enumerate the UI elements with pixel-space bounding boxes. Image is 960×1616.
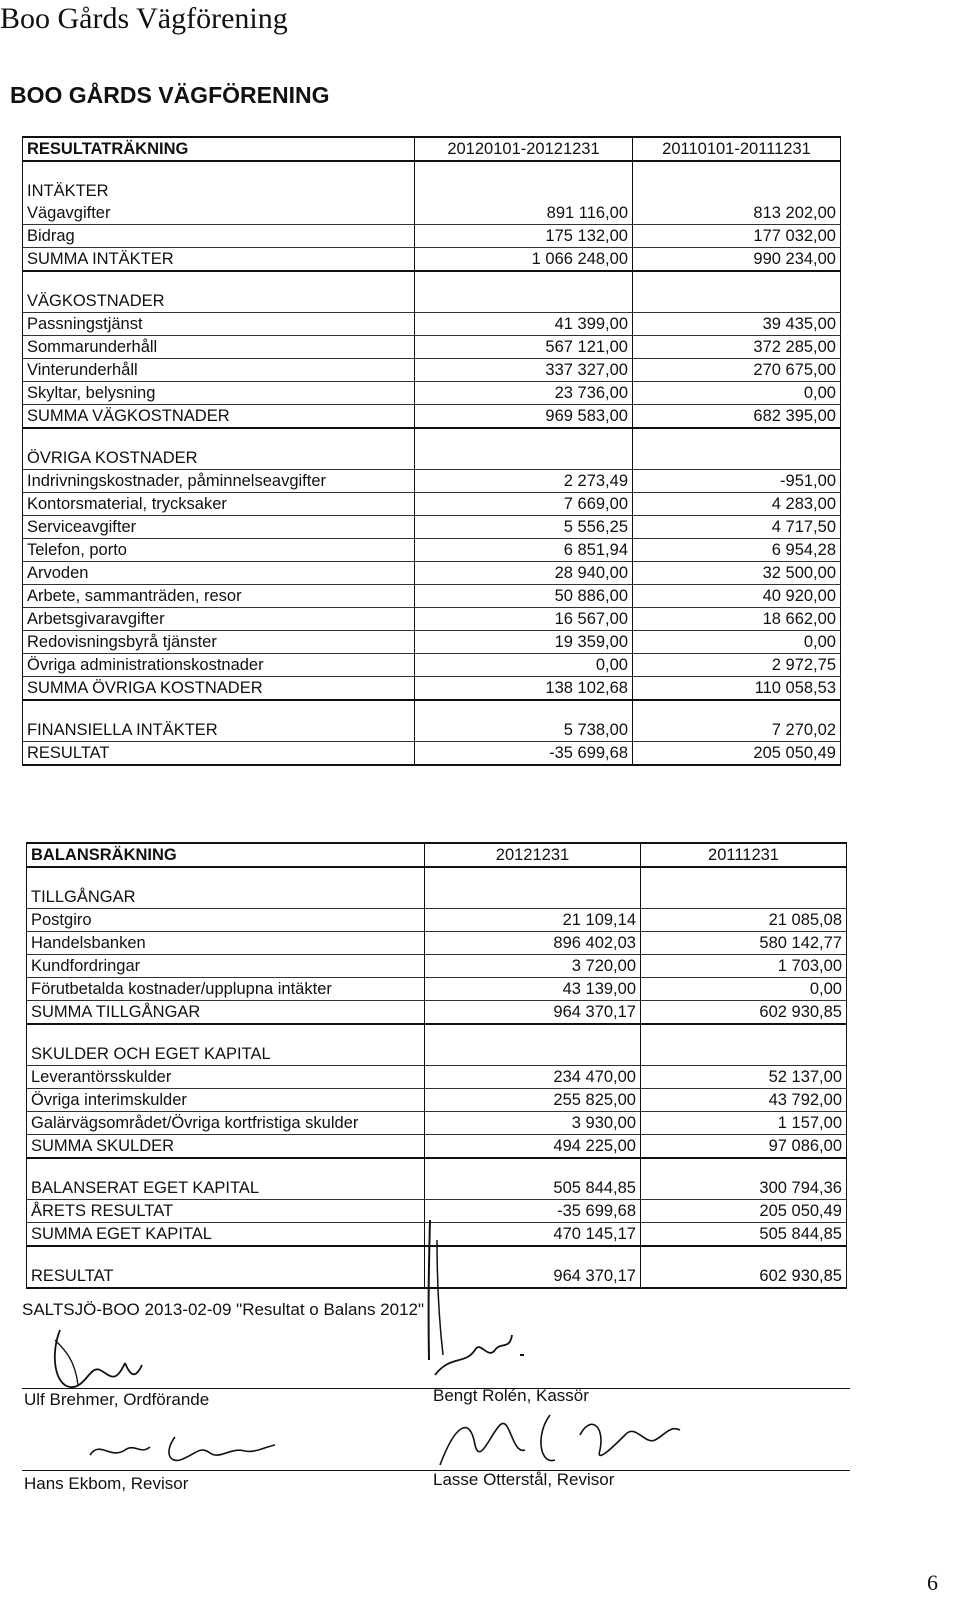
value-previous [641, 1246, 847, 1265]
sum-row [23, 405, 841, 429]
value-previous: 177 032,00 [633, 225, 841, 248]
value-previous: 813 202,00 [633, 202, 841, 225]
row-label: SUMMA EGET KAPITAL [27, 1223, 425, 1247]
row-label: Övriga interimskulder [27, 1089, 425, 1112]
value-previous: 21 085,08 [641, 909, 847, 932]
value-previous: 1 703,00 [641, 955, 847, 978]
row-label: Arbete, sammanträden, resor [23, 585, 415, 608]
spacer-row [27, 1158, 847, 1177]
value-current [425, 1158, 641, 1177]
row-label: Arvoden [23, 562, 415, 585]
row-label [27, 1246, 425, 1265]
table-row [27, 1089, 847, 1112]
signatory-cashier: Bengt Rolén, Kassör [433, 1386, 589, 1405]
sum-row [23, 742, 841, 766]
value-current: 1 066 248,00 [415, 248, 633, 272]
signature-hans-ekbom [80, 1425, 280, 1475]
row-label: Postgiro [27, 909, 425, 932]
value-previous [633, 180, 841, 202]
org-title: BOO GÅRDS VÄGFÖRENING [10, 82, 330, 108]
row-label: Sommarunderhåll [23, 336, 415, 359]
value-current: 43 139,00 [425, 978, 641, 1001]
value-current [415, 180, 633, 202]
value-previous: 205 050,49 [641, 1200, 847, 1223]
value-current [415, 271, 633, 290]
page-number: 6 [927, 1570, 938, 1595]
value-previous: 0,00 [633, 382, 841, 405]
table-row [23, 359, 841, 382]
date-current-header: 20121231 [425, 843, 641, 867]
value-previous [641, 886, 847, 909]
row-label: Bidrag [23, 225, 415, 248]
value-previous [641, 1024, 847, 1043]
value-current: 41 399,00 [415, 313, 633, 336]
spacer-row [23, 161, 841, 180]
value-previous [633, 271, 841, 290]
value-current: 50 886,00 [415, 585, 633, 608]
value-current: 234 470,00 [425, 1066, 641, 1089]
row-label: TILLGÅNGAR [27, 886, 425, 909]
value-previous: 580 142,77 [641, 932, 847, 955]
value-current [425, 886, 641, 909]
value-previous: 270 675,00 [633, 359, 841, 382]
value-current: -35 699,68 [425, 1200, 641, 1223]
value-current: 175 132,00 [415, 225, 633, 248]
value-previous: 0,00 [641, 978, 847, 1001]
row-label: Övriga administrationskostnader [23, 654, 415, 677]
value-current: 16 567,00 [415, 608, 633, 631]
value-previous: 4 717,50 [633, 516, 841, 539]
value-previous: 1 157,00 [641, 1112, 847, 1135]
table-row [23, 382, 841, 405]
table-row [23, 313, 841, 336]
value-current: 6 851,94 [415, 539, 633, 562]
value-previous: 97 086,00 [641, 1135, 847, 1159]
sum-row [27, 1135, 847, 1159]
row-label: BALANSERAT EGET KAPITAL [27, 1177, 425, 1200]
value-previous: 52 137,00 [641, 1066, 847, 1089]
spacer-row [23, 700, 841, 719]
signatory-auditor-1: Hans Ekbom, Revisor [24, 1474, 189, 1493]
value-current: 567 121,00 [415, 336, 633, 359]
row-label [27, 1158, 425, 1177]
value-current [415, 447, 633, 470]
row-label: Skyltar, belysning [23, 382, 415, 405]
signatory-chair: Ulf Brehmer, Ordförande [24, 1390, 210, 1409]
row-label: SUMMA VÄGKOSTNADER [23, 405, 415, 429]
value-previous [633, 447, 841, 470]
signing-note: SALTSJÖ-BOO 2013-02-09 "Resultat o Balans 2012" [22, 1300, 425, 1319]
value-previous: 990 234,00 [633, 248, 841, 272]
row-label: Galärvägsområdet/Övriga kortfristiga skulder [27, 1112, 425, 1135]
row-label: Passningstjänst [23, 313, 415, 336]
row-label: Vinterunderhåll [23, 359, 415, 382]
value-previous: -951,00 [633, 470, 841, 493]
value-current: 5 738,00 [415, 719, 633, 742]
table-row [23, 539, 841, 562]
table-row [27, 1112, 847, 1135]
row-label: Indrivningskostnader, påminnelseavgifter [23, 470, 415, 493]
row-label: Kundfordringar [27, 955, 425, 978]
balance-sheet-title: BALANSRÄKNING [27, 843, 425, 867]
table-row [23, 225, 841, 248]
table-row [23, 608, 841, 631]
spacer-row [23, 271, 841, 290]
table-row [23, 585, 841, 608]
value-current: 5 556,25 [415, 516, 633, 539]
value-previous: 43 792,00 [641, 1089, 847, 1112]
row-label: Telefon, porto [23, 539, 415, 562]
signature-ulf-brehmer [30, 1325, 150, 1395]
value-current [415, 700, 633, 719]
table-row [27, 1066, 847, 1089]
value-previous [641, 1158, 847, 1177]
table-row [27, 978, 847, 1001]
spacer-row [27, 867, 847, 886]
value-current: 337 327,00 [415, 359, 633, 382]
value-current: 891 116,00 [415, 202, 633, 225]
value-previous: 18 662,00 [633, 608, 841, 631]
value-previous [633, 161, 841, 180]
value-previous: 682 395,00 [633, 405, 841, 429]
row-label: RESULTAT [23, 742, 415, 766]
value-current: 969 583,00 [415, 405, 633, 429]
table-row [27, 909, 847, 932]
sum-row [23, 248, 841, 272]
row-label: Serviceavgifter [23, 516, 415, 539]
row-label [23, 161, 415, 180]
value-previous: 205 050,49 [633, 742, 841, 766]
sum-row [23, 677, 841, 701]
value-current: 2 273,49 [415, 470, 633, 493]
value-previous [641, 867, 847, 886]
row-label: ÅRETS RESULTAT [27, 1200, 425, 1223]
value-current [425, 867, 641, 886]
table-row [27, 932, 847, 955]
value-current: 494 225,00 [425, 1135, 641, 1159]
row-label: Redovisningsbyrå tjänster [23, 631, 415, 654]
value-previous: 2 972,75 [633, 654, 841, 677]
period-current-header: 20120101-20121231 [415, 137, 633, 161]
row-label: SKULDER OCH EGET KAPITAL [27, 1043, 425, 1066]
row-label: SUMMA SKULDER [27, 1135, 425, 1159]
value-current [425, 1043, 641, 1066]
spacer-row [27, 1024, 847, 1043]
table-row [23, 631, 841, 654]
value-previous: 4 283,00 [633, 493, 841, 516]
income-statement-title: RESULTATRÄKNING [23, 137, 415, 161]
table-row [27, 1043, 847, 1066]
row-label: SUMMA INTÄKTER [23, 248, 415, 272]
row-label: FINANSIELLA INTÄKTER [23, 719, 415, 742]
value-previous: 602 930,85 [641, 1265, 847, 1288]
value-previous: 602 930,85 [641, 1001, 847, 1025]
value-previous: 110 058,53 [633, 677, 841, 701]
value-current: 896 402,03 [425, 932, 641, 955]
row-label: Vägavgifter [23, 202, 415, 225]
value-previous: 40 920,00 [633, 585, 841, 608]
value-previous: 39 435,00 [633, 313, 841, 336]
table-row [27, 955, 847, 978]
table-row [23, 654, 841, 677]
value-current: 19 359,00 [415, 631, 633, 654]
row-label: ÖVRIGA KOSTNADER [23, 447, 415, 470]
table-row [23, 470, 841, 493]
row-label: VÄGKOSTNADER [23, 290, 415, 313]
value-previous [633, 290, 841, 313]
value-current: 7 669,00 [415, 493, 633, 516]
value-previous [633, 428, 841, 447]
row-label [27, 867, 425, 886]
value-previous: 7 270,02 [633, 719, 841, 742]
value-previous: 32 500,00 [633, 562, 841, 585]
row-label: SUMMA TILLGÅNGAR [27, 1001, 425, 1025]
value-current: -35 699,68 [415, 742, 633, 766]
value-current: 3 930,00 [425, 1112, 641, 1135]
signatory-auditor-2: Lasse Otterstål, Revisor [433, 1470, 615, 1489]
row-label: RESULTAT [27, 1265, 425, 1288]
table-row [23, 180, 841, 202]
value-current: 964 370,17 [425, 1265, 641, 1288]
row-label: SUMMA ÖVRIGA KOSTNADER [23, 677, 415, 701]
table-row [23, 493, 841, 516]
row-label: INTÄKTER [23, 180, 415, 202]
row-label: Handelsbanken [27, 932, 425, 955]
value-previous: 300 794,36 [641, 1177, 847, 1200]
table-row [23, 290, 841, 313]
date-previous-header: 20111231 [641, 843, 847, 867]
value-current: 21 109,14 [425, 909, 641, 932]
table-row [27, 886, 847, 909]
value-current: 505 844,85 [425, 1177, 641, 1200]
value-current [415, 161, 633, 180]
value-current [415, 428, 633, 447]
period-previous-header: 20110101-20111231 [633, 137, 841, 161]
value-current [425, 1024, 641, 1043]
value-previous: 6 954,28 [633, 539, 841, 562]
value-current: 23 736,00 [415, 382, 633, 405]
table-row [23, 202, 841, 225]
row-label: Kontorsmaterial, trycksaker [23, 493, 415, 516]
value-current [415, 290, 633, 313]
row-label [27, 1024, 425, 1043]
value-current: 0,00 [415, 654, 633, 677]
value-previous: 505 844,85 [641, 1223, 847, 1247]
signature-bengt-rolen [420, 1320, 540, 1390]
row-label [23, 428, 415, 447]
spacer-row [23, 428, 841, 447]
table-row [23, 336, 841, 359]
sum-row [27, 1001, 847, 1025]
value-current: 255 825,00 [425, 1089, 641, 1112]
table-row [27, 1177, 847, 1200]
value-previous [641, 1043, 847, 1066]
table-row [23, 516, 841, 539]
row-label [23, 271, 415, 290]
row-label: Leverantörsskulder [27, 1066, 425, 1089]
table-row [23, 562, 841, 585]
income-statement-table [22, 136, 841, 766]
value-current: 3 720,00 [425, 955, 641, 978]
value-previous: 372 285,00 [633, 336, 841, 359]
value-current: 28 940,00 [415, 562, 633, 585]
value-previous [633, 700, 841, 719]
row-label: Arbetsgivaravgifter [23, 608, 415, 631]
table-row [23, 447, 841, 470]
value-previous: 0,00 [633, 631, 841, 654]
value-current [425, 1246, 641, 1265]
value-current: 470 145,17 [425, 1223, 641, 1247]
row-label: Förutbetalda kostnader/upplupna intäkter [27, 978, 425, 1001]
value-current: 964 370,17 [425, 1001, 641, 1025]
signature-lasse-otterstal [430, 1405, 690, 1475]
table-row [23, 719, 841, 742]
page-title: Boo Gårds Vägförening [0, 2, 288, 35]
value-current: 138 102,68 [415, 677, 633, 701]
row-label [23, 700, 415, 719]
